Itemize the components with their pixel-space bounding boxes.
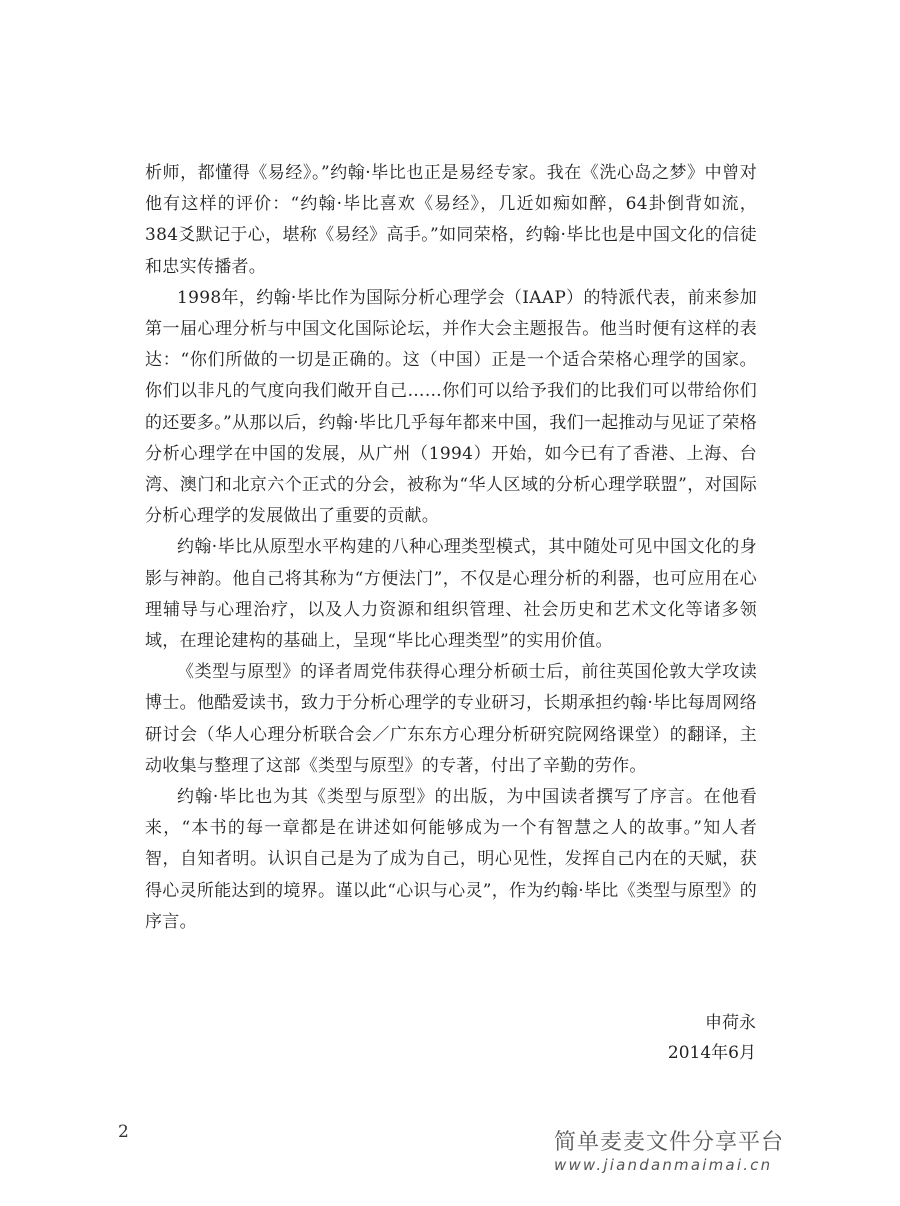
page-number: 2 (118, 1122, 129, 1142)
paragraph-3: 约翰·毕比从原型水平构建的八种心理类型模式，其中随处可见中国文化的身影与神韵。他自己将其称为“方便法门”，不仅是心理分析的利器，也可应用在心理辅导与心理治疗，以及人力资源和组织管理、社会历史和艺术文化等诸多领域，在理论建构的基础上，呈现“毕比心理类型”的实用价值。 (145, 537, 757, 652)
signature-block (668, 1008, 756, 1068)
watermark-url: www.jiandanmaimai.cn (553, 1156, 773, 1174)
paragraph-2: 1998年，约翰·毕比作为国际分析心理学会（IAAP）的特派代表，前来参加第一届心理分析与中国文化国际论坛，并作大会主题报告。他当时便有这样的表达：“你们所做的一切是正确的。这（中国）正是一个适合荣格心理学的国家。你们以非凡的气度向我们敞开自己……你们可以给予我们的比我们可以带给你们的还要多。”从那以后，约翰·毕比几乎每年都来中国，我们一起推动与见证了荣格分析心理学在中国的发展，从广州（1994）开始，如今已有了香港、上海、台湾、澳门和北京六个正式的分会，被称为“华人区域的分析心理学联盟”，对国际分析心理学的发展做出了重要的贡献。 (145, 287, 757, 527)
paragraph-1: 析师，都懂得《易经》。”约翰·毕比也正是易经专家。我在《洗心岛之梦》中曾对他有这样的评价：“约翰·毕比喜欢《易经》，几近如痴如醉，64卦倒背如流，384爻默记于心，堪称《易经》高手。”如同荣格，约翰·毕比也是中国文化的信徒和忠实传播者。 (145, 163, 757, 277)
paragraph-5: 约翰·毕比也为其《类型与原型》的出版，为中国读者撰写了序言。在他看来，“本书的每一章都是在讲述如何能够成为一个有智慧之人的故事。”知人者智，自知者明。认识自己是为了成为自己，明心见性，发挥自己内在的天赋，获得心灵所能达到的境界。谨以此“心识与心灵”，作为约翰·毕比《类型与原型》的序言。 (145, 787, 757, 932)
paragraph-4: 《类型与原型》的译者周党伟获得心理分析硕士后，前往英国伦敦大学攻读博士。他酷爱读书，致力于分析心理学的专业研习，长期承担约翰·毕比每周网络研讨会（华人心理分析联合会／广东东方心理分析研究院网络课堂）的翻译，主动收集与整理了这部《类型与原型》的专著，付出了辛勤的劳作。 (145, 662, 757, 776)
watermark (554, 1130, 784, 1174)
watermark-title: 简单麦麦文件分享平台 (553, 1130, 784, 1155)
signature-date: 2014年6月 (667, 1043, 756, 1063)
document-body (145, 158, 757, 938)
signature-author: 申荷永 (705, 1013, 756, 1033)
